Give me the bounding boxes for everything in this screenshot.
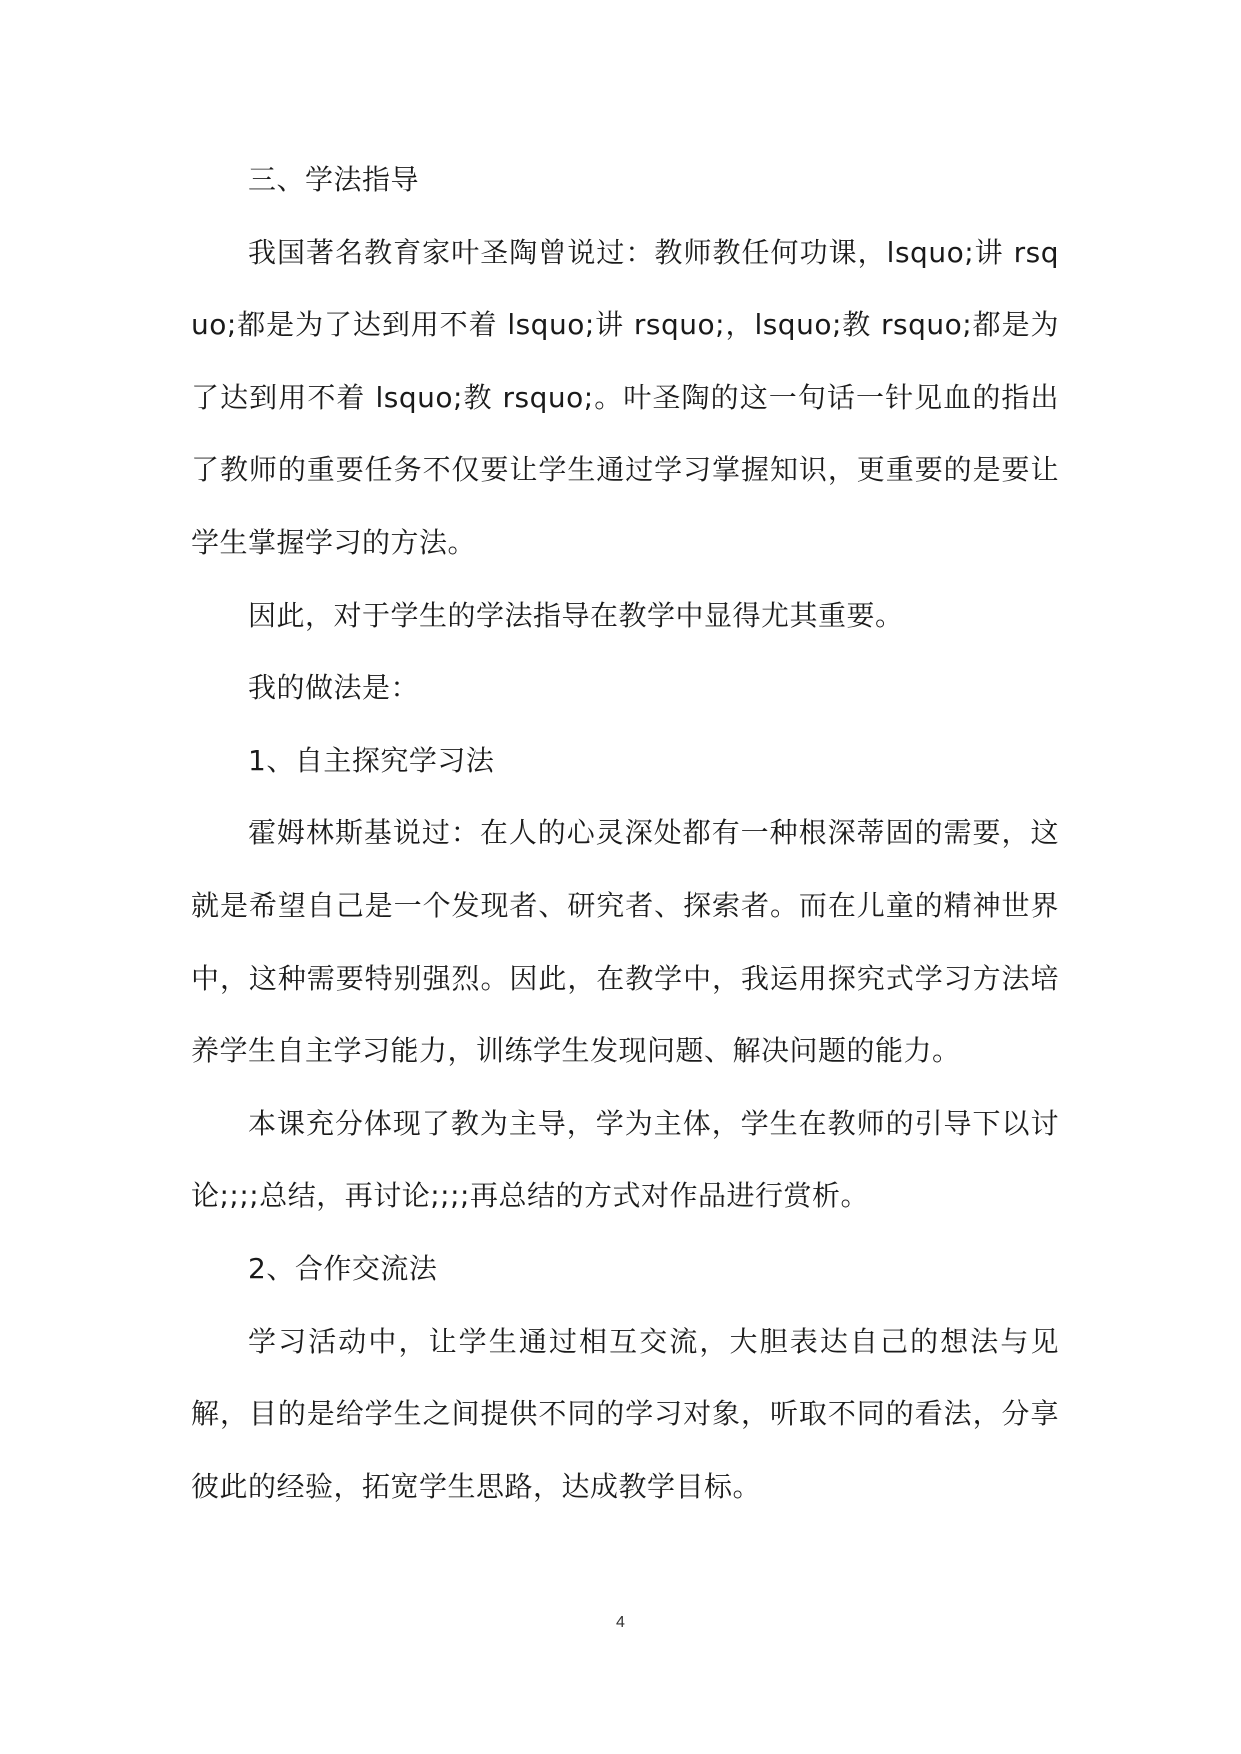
paragraph: 本课充分体现了教为主导，学为主体，学生在教师的引导下以讨论;;;;总结，再讨论;;;;再总结的方式对作品进行赏析。 [191, 1106, 1059, 1213]
subsection-heading: 1、自主探究学习法 [248, 743, 495, 777]
subsection-heading: 2、合作交流法 [248, 1251, 438, 1285]
paragraph: 我的做法是： [248, 671, 420, 705]
paragraph: 我国著名教育家叶圣陶曾说过：教师教任何功课，lsquo;讲 rsquo;都是为了达到用不着 lsquo;讲 rsquo;，lsquo;教 rsquo;都是为了达到用不着 lsquo;教 rsquo;。叶圣陶的这一句话一针见血的指出了教师的重要任务不仅要让学生通过学习掌握知识，更重要的是要让学生掌握学习的方法。 [191, 235, 1059, 559]
paragraph: 学习活动中，让学生通过相互交流，大胆表达自己的想法与见解，目的是给学生之间提供不同的学习对象，听取不同的看法，分享彼此的经验，拓宽学生思路，达成教学目标。 [191, 1324, 1059, 1503]
section-heading: 三、学法指导 [248, 163, 420, 196]
document-body [191, 144, 1059, 1523]
paragraph: 因此，对于学生的学法指导在教学中显得尤其重要。 [248, 598, 904, 632]
page-number: 4 [616, 1614, 625, 1631]
paragraph: 霍姆林斯基说过：在人的心灵深处都有一种根深蒂固的需要，这就是希望自己是一个发现者、研究者、探索者。而在儿童的精神世界中，这种需要特别强烈。因此，在教学中，我运用探究式学习方法培养学生自主学习能力，训练学生发现问题、解决问题的能力。 [191, 816, 1059, 1068]
